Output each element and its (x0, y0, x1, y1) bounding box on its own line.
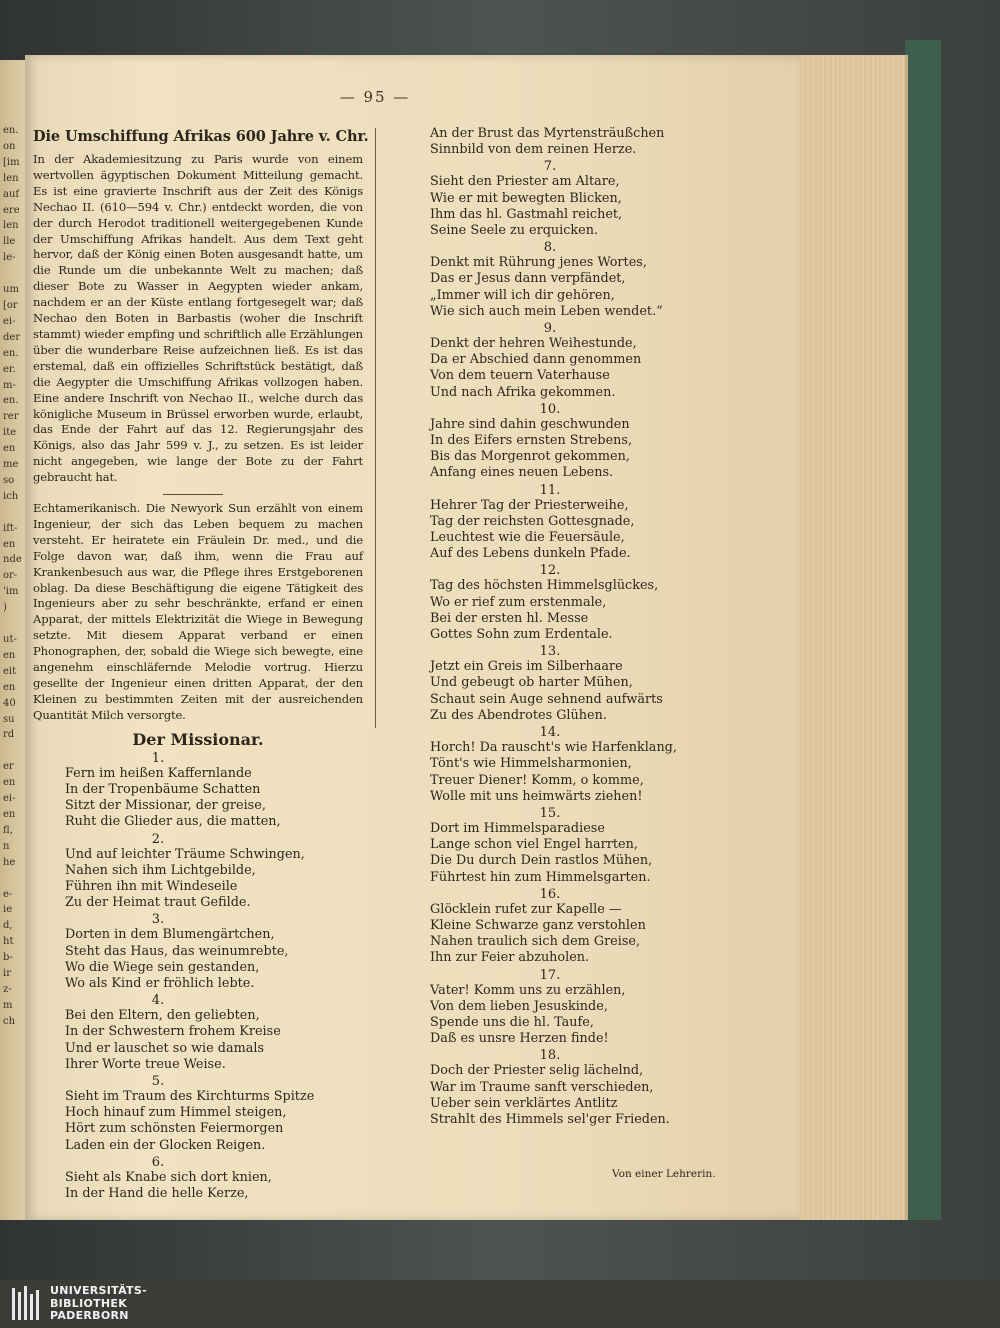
verse-line: Und auf leichter Träume Schwingen, (65, 846, 305, 862)
verse-line: Tag des höchsten Himmelsglückes, (430, 578, 659, 594)
stanza-number: 6. (151, 1154, 165, 1170)
footer-bar (0, 1280, 1000, 1328)
note-body: Echtamerikanisch. Die Newyork Sun erzählt von einem Ingenieur, der sich das Leben bequem zu machen versteht. Er heiratete ein Fräulein Dr. med., und die Folge davon war, daß ihm, wenn die Frau auf Krankenbesuch aus war, die Pflege ihres Erstgeborenen oblag. Da diese Beschäftigung die eigene Tätigkeit des Ingenieurs aber zu sehr beschränkte, erfand er einen Apparat, der mittels Elektrizität die Wiege in Bewegung setzte. Mit diesem Apparat verband er einen Phonographen, der, sobald die Wiege sich bewegte, eine angenehm einschläfernde Melodie vortrug. Hierzu gesellte der Ingenieur einen dritten Apparat, der den Kleinen zu bestimmten Zeiten mit der ausreichenden Quantität Milch versorgte. (33, 501, 363, 722)
verse-line: In des Eifers ernsten Strebens, (430, 433, 633, 449)
verse-line: Nahen sich ihm Lichtgebilde, (65, 862, 256, 878)
stanza-number: 9. (543, 321, 557, 337)
verse-line: Glöcklein rufet zur Kapelle — (430, 901, 622, 917)
verse-line: Und gebeugt ob harter Mühen, (430, 675, 633, 691)
verse-line: Vater! Komm uns zu erzählen, (430, 982, 626, 998)
verse-line: Nahen traulich sich dem Greise, (430, 934, 641, 950)
left-column (33, 128, 369, 1202)
verse-line: Seine Seele zu erquicken. (430, 223, 599, 239)
poem-part-right (430, 126, 700, 1128)
book-cover-edge (905, 40, 941, 1220)
section-separator (163, 494, 223, 495)
verse-line: Schaut sein Auge sehnend aufwärts (430, 691, 663, 707)
verse-line: Wo die Wiege sein gestanden, (65, 959, 260, 975)
poem-title: Der Missionar. (132, 729, 264, 749)
verse-line: Hört zum schönsten Feiermorgen (65, 1121, 284, 1137)
stanza-number: 5. (151, 1073, 165, 1089)
verse-line: Bei der ersten hl. Messe (430, 610, 589, 626)
stanza-number: 2. (151, 831, 165, 847)
verse-line: Ihrer Worte treue Weise. (65, 1056, 226, 1072)
stanza-number: 13. (539, 644, 561, 660)
library-logo-icon (10, 1284, 44, 1324)
logo-line-2: BIBLIOTHEK (50, 1296, 128, 1310)
verse-line: Doch der Priester selig lächelnd, (430, 1063, 644, 1079)
verse-line: Von dem lieben Jesuskinde, (430, 998, 608, 1014)
verse-line: In der Schwestern frohem Kreise (65, 1024, 281, 1040)
verse-line: Wie sich auch mein Leben wendet.“ (430, 303, 663, 319)
verse-line: Auf des Lebens dunkeln Pfade. (430, 546, 631, 562)
column-divider (375, 128, 376, 728)
verse-line: Hoch hinauf zum Himmel steigen, (65, 1105, 287, 1121)
stanza-number: 11. (539, 482, 561, 498)
stanza-number: 16. (539, 886, 561, 902)
logo-line-1: UNIVERSITÄTS- (50, 1284, 147, 1297)
verse-line: Dort im Himmelsparadiese (430, 820, 605, 836)
stanza-number: 4. (151, 993, 165, 1009)
verse-line: Spende uns die hl. Taufe, (430, 1014, 594, 1030)
verse-line: Wo als Kind er fröhlich lebte. (65, 975, 255, 991)
verse-line: Strahlt des Himmels sel'ger Frieden. (430, 1111, 670, 1127)
verse-line: Bei den Eltern, den geliebten, (65, 1008, 260, 1024)
verse-line: Jetzt ein Greis im Silberhaare (430, 659, 623, 675)
stanza-number: 14. (539, 725, 561, 741)
verse-line: Laden ein der Glocken Reigen. (65, 1137, 266, 1153)
poem-signature: Von einer Lehrerin. (612, 1168, 716, 1180)
stanza-number: 1. (151, 750, 165, 766)
verse-line: Kleine Schwarze ganz verstohlen (430, 917, 646, 933)
library-logo-text (50, 1285, 147, 1323)
stanza-number: 10. (539, 401, 561, 417)
verse-line: Da er Abschied dann genommen (430, 352, 642, 368)
verse-line: Führen ihn mit Windeseile (65, 878, 238, 894)
poem-part-left (33, 751, 363, 1202)
verse-line: Daß es unsre Herzen finde! (430, 1031, 609, 1047)
verse-line: Denkt der hehren Weihestunde, (430, 336, 637, 352)
stanza-number: 7. (543, 159, 557, 175)
verse-line: Ihn zur Feier abzuholen. (430, 950, 590, 966)
verse-line: Wolle mit uns heimwärts ziehen! (430, 788, 643, 804)
verse-line: Tönt's wie Himmelsharmonien, (430, 756, 632, 772)
verse-line: Anfang eines neuen Lebens. (430, 465, 614, 481)
logo-line-3: PADERBORN (50, 1309, 129, 1322)
verse-line: Hehrer Tag der Priesterweihe, (430, 497, 629, 513)
verse-line: Denkt mit Rührung jenes Wortes, (430, 255, 647, 271)
stanza-number: 8. (543, 240, 557, 256)
verse-line: An der Brust das Myrtensträußchen (430, 126, 665, 141)
verse-line: Zu des Abendrotes Glühen. (430, 707, 607, 723)
page-number: — 95 — (339, 88, 411, 106)
verse-line: Tag der reichsten Gottesgnade, (430, 513, 635, 529)
stanza-number: 15. (539, 805, 561, 821)
verse-line: Sieht im Traum des Kirchturms Spitze (65, 1088, 315, 1104)
verse-line: Die Du durch Dein rastlos Mühen, (430, 853, 653, 869)
verse-line: „Immer will ich dir gehören, (430, 287, 615, 303)
verse-line: Sieht den Priester am Altare, (430, 174, 620, 190)
stanza-number: 18. (539, 1048, 561, 1064)
verse-line: Ueber sein verklärtes Antlitz (430, 1095, 618, 1111)
verse-line: Horch! Da rauscht's wie Harfenklang, (430, 740, 677, 756)
verse-line: Von dem teuern Vaterhause (430, 368, 610, 384)
verse-line: In der Tropenbäume Schatten (65, 781, 261, 797)
stanza-number: 12. (539, 563, 561, 579)
verse-line: Sieht als Knabe sich dort knien, (65, 1169, 272, 1185)
left-margin-text: en. on [im len auf ere len lle le- um [or ei- der en. er. m- en. rer ite en me so ich ift- en nde or- 'im ) ut- en eit en 40 su rd er en ei- en fl, n he e- ie d, ht b- ir z- m ch (3, 125, 22, 1027)
verse-line: Und nach Afrika gekommen. (430, 384, 616, 400)
verse-line: Ruht die Glieder aus, die matten, (65, 814, 281, 830)
verse-line: Treuer Diener! Komm, o komme, (430, 772, 644, 788)
stanza-number: 3. (151, 912, 165, 928)
verse-line: Führtest hin zum Himmelsgarten. (430, 869, 651, 885)
verse-line: Bis das Morgenrot gekommen, (430, 449, 630, 465)
article-body: In der Akademiesitzung zu Paris wurde von einem wertvollen ägyptischen Dokument Mitteilung gemacht. Es ist eine gravierte Inschrift aus der Zeit des Königs Nechao II. (610—594 v. Chr.) entdeckt worden, die von der durch Herodot traditionell weitergegebenen Kunde der Umschiffung Afrikas handelt. Aus dem Text geht hervor, daß der König einen Boten ausgesandt hatte, um die Runde um die unbekannte Welt zu machen; daß dieser Bote zu Wasser in Aegypten wieder ankam, nachdem er an der Küste entlang fortgesegelt war; daß Nechao den Boten in Barbastis (woher die Inschrift stammt) wieder empfing und schriftlich alle Erzählungen über die wunderbare Reise aufzeichnen ließ. Es ist das erstemal, daß ein offizielles Schriftstück bestätigt, daß die Aegypter die Umschiffung Afrikas vollzogen haben. Eine andere Inschrift von Nechao II., welche durch das königliche Museum in Brüssel erworben wurde, erlaubt, das Ende der Fahrt auf das 12. Regierungsjahr des Königs, also das Jahr 599 v. J., zu setzen. Es ist leider nicht angegeben, wie lange der Bote zu der Fahrt gebraucht hat. (33, 152, 363, 485)
verse-line: Leuchtest wie die Feuersäule, (430, 530, 625, 546)
verse-line: Steht das Haus, das weinumrebte, (65, 943, 289, 959)
verse-line: Zu der Heimat traut Gefilde. (65, 895, 251, 911)
verse-line: In der Hand die helle Kerze, (65, 1185, 249, 1201)
verse-line: Sitzt der Missionar, der greise, (65, 798, 266, 814)
stanza-number: 17. (539, 967, 561, 983)
verse-line: Wie er mit bewegten Blicken, (430, 190, 622, 206)
verse-line: Und er lauschet so wie damals (65, 1040, 265, 1056)
verse-line: Sinnbild von dem reinen Herze. (430, 142, 637, 158)
verse-line: War im Traume sanft verschieden, (430, 1079, 654, 1095)
verse-line: Gottes Sohn zum Erdentale. (430, 627, 613, 643)
verse-line: Dorten in dem Blumengärtchen, (65, 927, 275, 943)
right-column (430, 126, 700, 1128)
verse-line: Wo er rief zum erstenmale, (430, 594, 607, 610)
verse-line: Jahre sind dahin geschwunden (430, 416, 630, 432)
verse-line: Das er Jesus dann verpfändet, (430, 271, 626, 287)
article-title: Die Umschiffung Afrikas 600 Jahre v. Chr. (33, 128, 369, 145)
verse-line: Lange schon viel Engel harrten, (430, 837, 638, 853)
verse-line: Fern im heißen Kaffernlande (65, 765, 252, 781)
page-stack-edge (790, 55, 908, 1220)
verse-line: Ihm das hl. Gastmahl reichet, (430, 206, 623, 222)
